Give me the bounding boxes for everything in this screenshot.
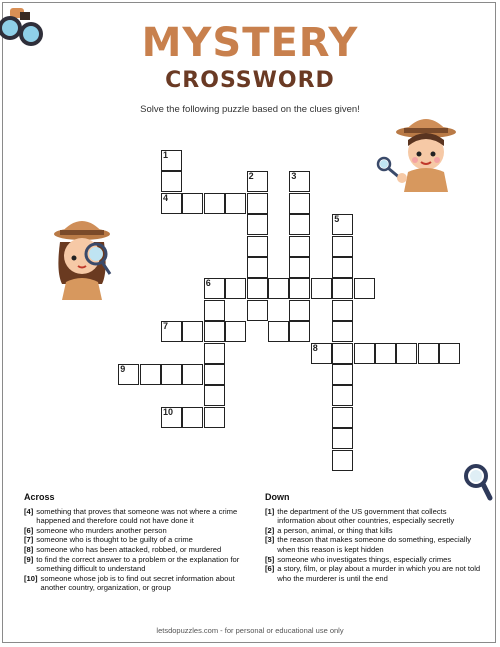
grid-cell[interactable]	[182, 193, 203, 214]
clue-number: 7	[163, 321, 169, 332]
grid-cell[interactable]	[247, 236, 268, 257]
clue-label: [5]	[265, 554, 275, 564]
grid-cell[interactable]	[332, 450, 353, 471]
clue-text: to find the correct answer to a problem or the explanation for something difficult to understand	[36, 554, 240, 574]
clue-number: 2	[248, 171, 254, 182]
grid-cell[interactable]	[204, 385, 225, 406]
grid-cell[interactable]	[161, 171, 182, 192]
grid-cell[interactable]	[396, 343, 417, 364]
grid-cell[interactable]	[225, 278, 246, 299]
grid-cell[interactable]	[332, 385, 353, 406]
across-clue	[24, 507, 246, 526]
clue-label: [9]	[24, 554, 34, 564]
grid-cell[interactable]	[375, 343, 396, 364]
grid-cell[interactable]	[439, 343, 460, 364]
grid-cell[interactable]	[182, 321, 203, 342]
grid-cell[interactable]	[332, 278, 353, 299]
grid-cell[interactable]	[247, 278, 268, 299]
grid-cell[interactable]	[182, 407, 203, 428]
grid-cell[interactable]	[225, 193, 246, 214]
grid-cell[interactable]	[289, 236, 310, 257]
clue-text: someone who has been attacked, robbed, or murdered	[36, 544, 222, 554]
across-clues	[24, 493, 246, 593]
grid-cell[interactable]	[247, 300, 268, 321]
down-clue	[265, 564, 483, 583]
grid-cell[interactable]	[204, 407, 225, 428]
grid-cell[interactable]	[268, 321, 289, 342]
grid-cell[interactable]	[289, 300, 310, 321]
grid-cell[interactable]	[332, 321, 353, 342]
grid-cell[interactable]	[268, 278, 289, 299]
clue-text: something that proves that someone was not where a crime happened and therefore could not have done it	[36, 506, 238, 526]
grid-cell[interactable]	[332, 236, 353, 257]
grid-cell[interactable]	[225, 321, 246, 342]
clue-number: 4	[163, 192, 169, 203]
clue-number: 9	[120, 364, 126, 374]
clue-number: 6	[205, 278, 211, 289]
clue-number: 1	[163, 150, 169, 160]
grid-cell[interactable]	[289, 278, 310, 299]
across-clue	[24, 526, 246, 536]
grid-cell[interactable]	[332, 300, 353, 321]
down-clue	[265, 555, 483, 565]
clue-text: the reason that makes someone do something, especially when this reason is kept hidden	[277, 535, 472, 554]
grid-cell[interactable]	[247, 257, 268, 278]
grid-cell[interactable]	[204, 364, 225, 385]
grid-cell[interactable]	[161, 364, 182, 385]
grid-cell[interactable]	[247, 193, 268, 214]
clue-number: 5	[334, 214, 340, 225]
grid-cell[interactable]	[289, 321, 310, 342]
clue-text: a person, animal, or thing that kills	[277, 525, 393, 535]
down-clue	[265, 507, 483, 526]
clue-label: [6]	[265, 564, 275, 574]
detective-girl-illustration	[48, 212, 122, 302]
down-clue	[265, 535, 483, 554]
clue-text: someone who is thought to be guilty of a crime	[36, 535, 193, 545]
grid-cell[interactable]	[289, 193, 310, 214]
grid-cell[interactable]	[204, 321, 225, 342]
clue-label: [7]	[24, 535, 34, 545]
grid-cell[interactable]	[311, 278, 332, 299]
grid-cell[interactable]	[204, 193, 225, 214]
title-mystery: MYSTERY	[141, 20, 359, 66]
clue-number: 10	[163, 406, 174, 417]
grid-cell[interactable]	[247, 214, 268, 235]
clue-text: someone whose job is to find out secret information about another country, organization, or group	[40, 573, 235, 593]
down-heading: Down	[265, 492, 290, 502]
grid-cell[interactable]	[140, 364, 161, 385]
title-crossword: CROSSWORD	[165, 68, 335, 93]
clue-label: [2]	[265, 525, 275, 535]
clue-label: [6]	[24, 525, 34, 535]
grid-cell[interactable]	[289, 214, 310, 235]
clue-label: [10]	[24, 573, 38, 583]
grid-cell[interactable]	[332, 428, 353, 449]
instructions: Solve the following puzzle based on the clues given!	[140, 104, 360, 115]
footer: letsdopuzzles.com - for personal or educational use only	[156, 626, 344, 635]
grid-cell[interactable]	[354, 278, 375, 299]
clue-text: the department of the US government that collects information about other countries, especially secretly	[277, 506, 455, 526]
grid-cell[interactable]	[204, 343, 225, 364]
clue-number: 3	[291, 171, 297, 182]
clue-text: someone who investigates things, especially crimes	[277, 554, 452, 564]
detective-boy-illustration	[374, 112, 458, 194]
down-clue	[265, 526, 483, 536]
clue-label: [4]	[24, 506, 34, 516]
grid-cell[interactable]	[354, 343, 375, 364]
grid-cell[interactable]	[332, 407, 353, 428]
grid-cell[interactable]	[418, 343, 439, 364]
grid-cell[interactable]	[289, 257, 310, 278]
across-clue	[24, 545, 246, 555]
clue-label: [1]	[265, 506, 275, 516]
across-clue	[24, 535, 246, 545]
clue-text: a story, film, or play about a murder in which you are not told who the murderer is until the end	[277, 564, 481, 583]
grid-cell[interactable]	[332, 343, 353, 364]
clue-label: [3]	[265, 535, 275, 545]
across-clue	[24, 574, 246, 593]
grid-cell[interactable]	[332, 257, 353, 278]
clue-text: someone who murders another person	[36, 525, 167, 535]
grid-cell[interactable]	[182, 364, 203, 385]
clue-label: [8]	[24, 544, 34, 554]
down-clues	[265, 493, 483, 583]
clue-number: 8	[312, 342, 318, 353]
grid-cell[interactable]	[204, 300, 225, 321]
grid-cell[interactable]	[332, 364, 353, 385]
across-clue	[24, 555, 246, 574]
across-heading: Across	[24, 492, 55, 502]
